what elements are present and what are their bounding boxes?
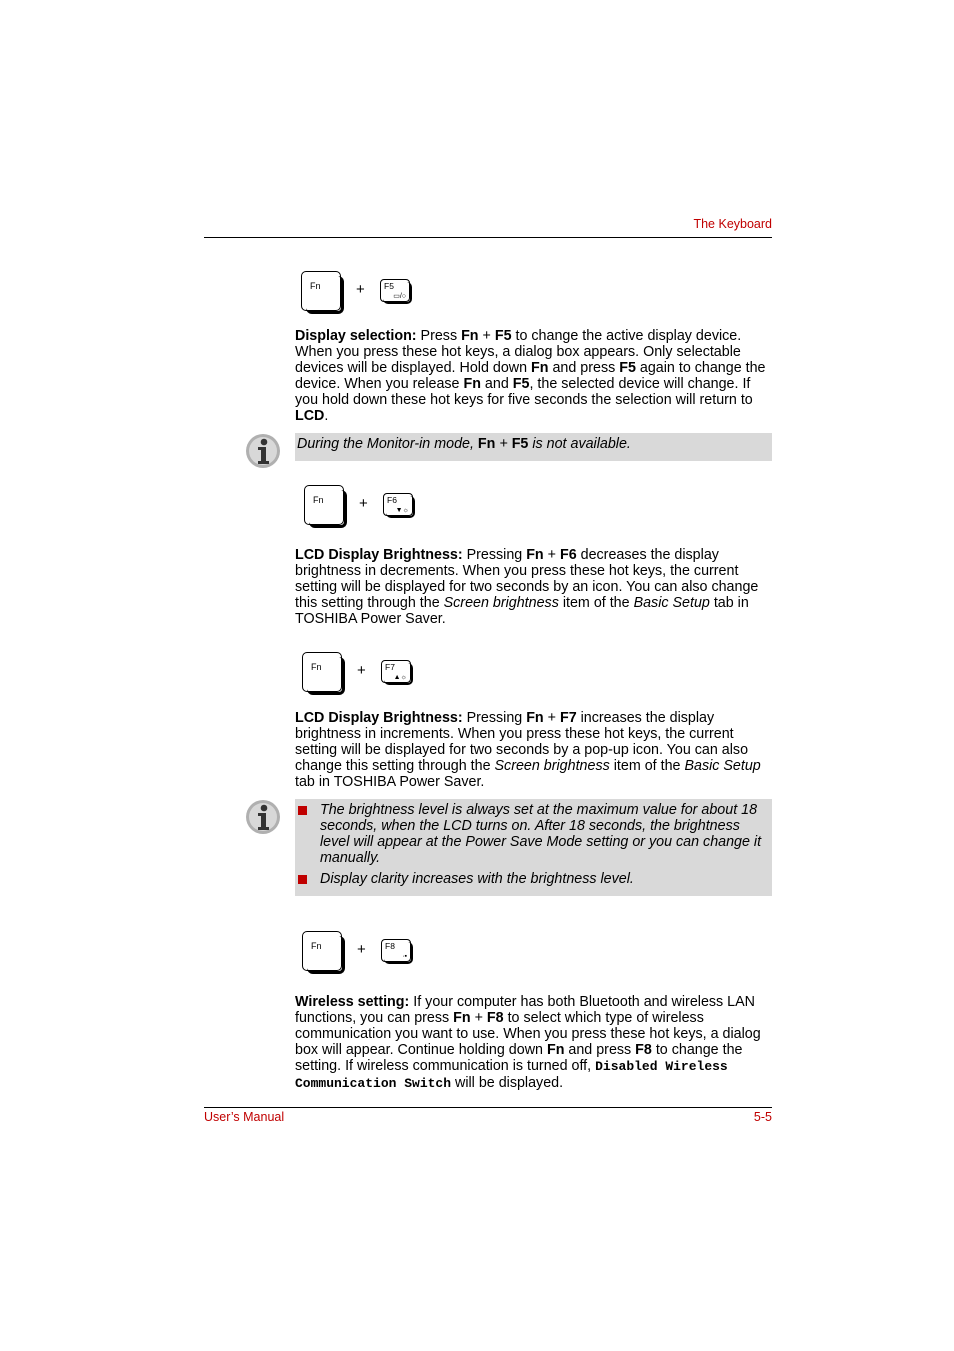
f7-key-icon: F7 ▲☼: [381, 660, 411, 683]
bullet-square-icon: [298, 806, 307, 815]
brightness-decrease-text: LCD Display Brightness: Pressing Fn + F6 decreases the display brightness in decrements. When you press these hot keys, the current setting will be displayed for two seconds by an icon. You can also change this setting through the Screen brightness item of the Basic Setup tab in TOSHIBA Power Saver.: [295, 547, 759, 627]
fn-key-icon: Fn: [304, 485, 344, 525]
note-monitor-in: During the Monitor-in mode, Fn + F5 is not available.: [295, 433, 772, 461]
note-bullet: Display clarity increases with the brightness level.: [295, 871, 766, 887]
header-rule: [204, 237, 772, 238]
fn-key-icon: Fn: [301, 271, 341, 311]
f5-key-icon: F5 ▭/○: [380, 279, 410, 302]
plus-sign: +: [359, 495, 368, 512]
page-number: 5-5: [753, 1110, 772, 1124]
plus-sign: +: [357, 941, 366, 958]
bullet-square-icon: [298, 875, 307, 884]
display-selection-text: Display selection: Press Fn + F5 to change the active display device. When you press these hot keys, a dialog box appears. Only selectable devices will be displayed. Hold down Fn and press F5 again to change the device. When you release Fn and F5, the selected device will change. If you hold down these hot keys for five seconds the selection will return to LCD.: [295, 328, 766, 424]
f6-key-icon: F6 ▼☼: [383, 493, 413, 516]
note-brightness: [295, 799, 772, 896]
plus-sign: +: [356, 281, 365, 298]
fn-key-icon: Fn: [302, 931, 342, 971]
plus-sign: +: [357, 662, 366, 679]
note-bullet: The brightness level is always set at the maximum value for about 18 seconds, when the LCD turns on. After 18 seconds, the brightness level will appear at the Power Save Mode setting or you can change it manually.: [295, 802, 766, 866]
chapter-header: The Keyboard: [693, 217, 772, 231]
info-icon: [245, 433, 281, 469]
f8-key-icon: F8 ·▪: [381, 939, 411, 962]
fn-key-icon: Fn: [302, 652, 342, 692]
wireless-setting-text: Wireless setting: If your computer has both Bluetooth and wireless LAN functions, you can press Fn + F8 to select which type of wireless communication you want to use. When you press these hot keys, a dialog box will appear. Continue holding down Fn and press F8 to change the setting. If wireless communication is turned off, Disabled Wireless Communication Switch will be displayed.: [295, 994, 761, 1091]
footer-manual-title: User’s Manual: [204, 1110, 285, 1124]
brightness-increase-text: LCD Display Brightness: Pressing Fn + F7 increases the display brightness in increments. When you press these hot keys, the current setting will be displayed for two seconds by a pop-up icon. You can also change this setting through the Screen brightness item of the Basic Setup tab in TOSHIBA Power Saver.: [295, 710, 761, 790]
footer-rule: [204, 1107, 772, 1108]
info-icon: [245, 799, 281, 835]
